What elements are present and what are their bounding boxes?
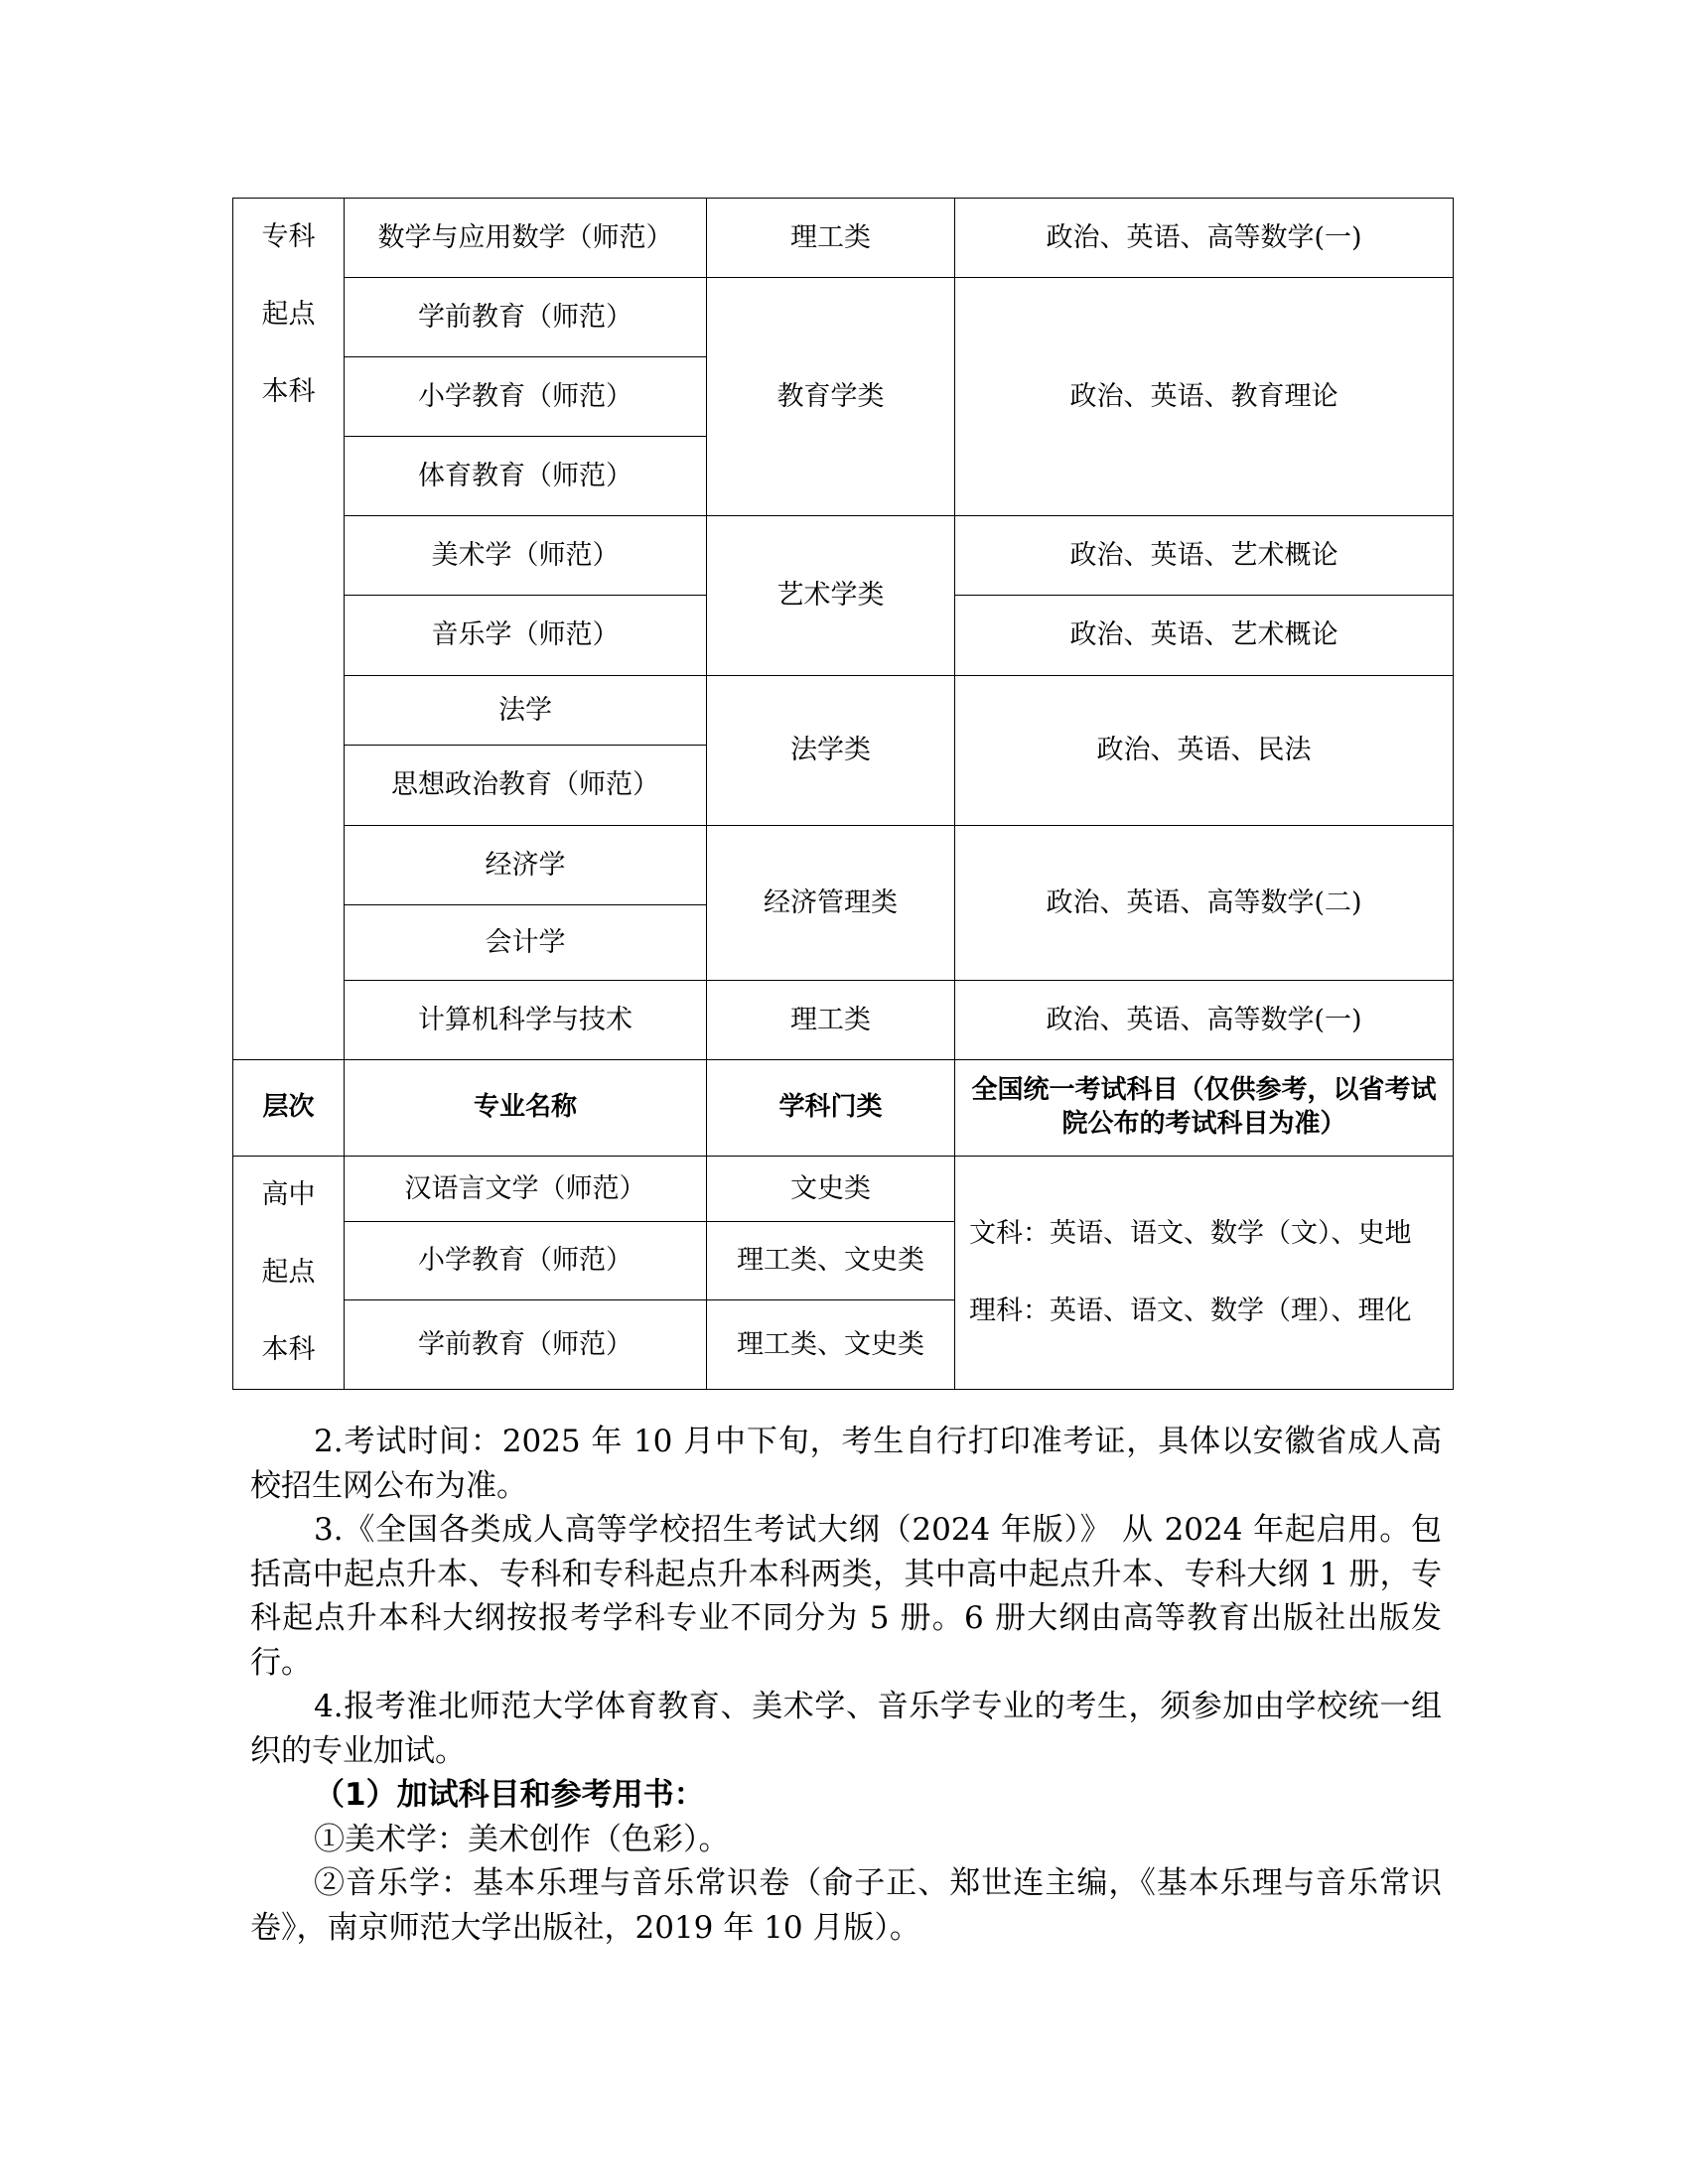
table-row [233,516,1454,596]
table-row [233,676,1454,746]
major-cell: 小学教育（师范） [345,357,707,437]
table-row [233,981,1454,1060]
body-text [250,1420,1442,1950]
category-cell: 理工类、文史类 [707,1300,955,1390]
paragraph-exam-time: 2.考试时间：2025 年 10 月中下旬，考生自行打印准考证，具体以安徽省成人高校招生网公布为准。 [250,1424,1442,1504]
exam-cell: 政治、英语、高等数学(一) [955,199,1454,278]
category-cell: 艺术学类 [707,516,955,676]
exam-cell: 政治、英语、教育理论 [955,278,1454,516]
admission-table [232,198,1454,1390]
subheading-extra-subjects: （1）加试科目和参考用书： [314,1777,705,1813]
paragraph-extra-test: 4.报考淮北师范大学体育教育、美术学、音乐学专业的考生，须参加由学校统一组织的专业加试。 [250,1689,1442,1769]
category-cell: 文史类 [707,1157,955,1222]
item-music: ②音乐学：基本乐理与音乐常识卷（俞子正、郑世连主编，《基本乐理与音乐常识卷》，南京师范大学出版社，2019 年 10 月版）。 [250,1865,1442,1946]
major-cell: 学前教育（师范） [345,278,707,357]
category-cell: 理工类 [707,981,955,1060]
major-cell: 美术学（师范） [345,516,707,596]
major-cell: 数学与应用数学（师范） [345,199,707,278]
category-cell: 理工类 [707,199,955,278]
major-cell: 小学教育（师范） [345,1222,707,1300]
major-cell: 音乐学（师范） [345,596,707,676]
category-cell: 经济管理类 [707,826,955,981]
exam-cell: 政治、英语、高等数学(一) [955,981,1454,1060]
header-major: 专业名称 [345,1060,707,1157]
major-cell: 思想政治教育（师范） [345,746,707,826]
exam-cell-highschool: 文科：英语、语文、数学（文）、史地 理科：英语、语文、数学（理）、理化 [955,1157,1454,1390]
exam-cell: 政治、英语、艺术概论 [955,516,1454,596]
table-row [233,199,1454,278]
category-cell: 法学类 [707,676,955,826]
major-cell: 经济学 [345,826,707,905]
major-cell: 计算机科学与技术 [345,981,707,1060]
level-cell-gaozhong: 高中 起点 本科 [233,1157,345,1390]
major-cell: 法学 [345,676,707,746]
table-row [233,826,1454,905]
level-cell-zhuanke: 专科 起点 本科 [233,199,345,1060]
table-row [233,278,1454,357]
category-cell: 理工类、文史类 [707,1222,955,1300]
header-level: 层次 [233,1060,345,1157]
major-cell: 体育教育（师范） [345,437,707,516]
exam-cell: 政治、英语、高等数学(二) [955,826,1454,981]
header-exam: 全国统一考试科目（仅供参考，以省考试院公布的考试科目为准） [955,1060,1454,1157]
header-category: 学科门类 [707,1060,955,1157]
paragraph-syllabus: 3.《全国各类成人高等学校招生考试大纲（2024 年版）》 从 2024 年起启用。包括高中起点升本、专科和专科起点升本科两类，其中高中起点升本、专科大纲 1 册，专科起点升本科大纲按报考学科专业不同分为 5 册。6 册大纲由高等教育出版社出版发行。 [250,1512,1442,1681]
table-header-row [233,1060,1454,1157]
exam-cell: 政治、英语、艺术概论 [955,596,1454,676]
major-cell: 会计学 [345,905,707,981]
exam-cell: 政治、英语、民法 [955,676,1454,826]
major-cell: 学前教育（师范） [345,1300,707,1390]
item-fine-arts: ①美术学：美术创作（色彩）。 [314,1821,730,1857]
major-cell: 汉语言文学（师范） [345,1157,707,1222]
category-cell: 教育学类 [707,278,955,516]
table-row [233,1157,1454,1222]
